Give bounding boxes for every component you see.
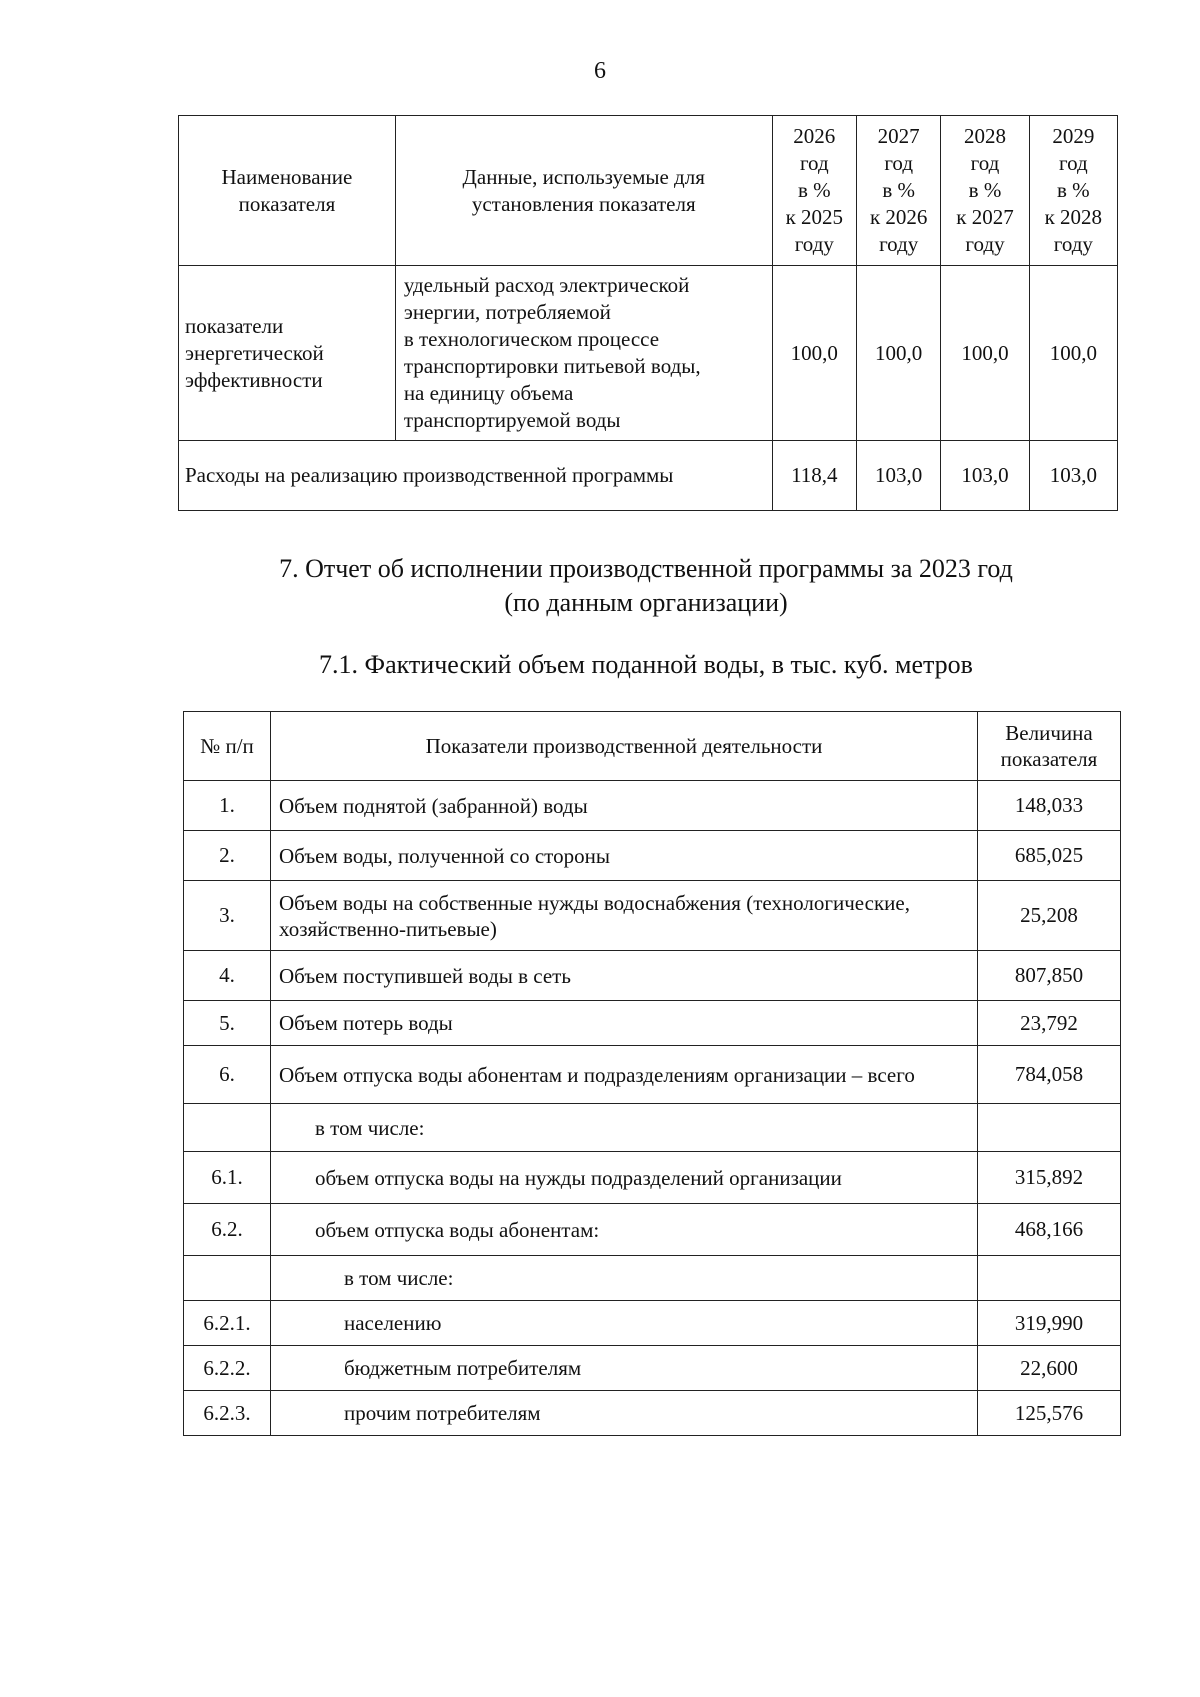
value-2028: 100,0 xyxy=(941,266,1029,441)
table-row xyxy=(184,1204,1121,1256)
header-year-l1: год xyxy=(884,151,913,175)
table-row xyxy=(184,1301,1121,1346)
row-value: 784,058 xyxy=(978,1046,1121,1104)
value-2026: 118,4 xyxy=(772,441,856,511)
row-indicator: в том числе: xyxy=(271,1256,978,1301)
data-line: энергии, потребляемой xyxy=(403,300,611,324)
section-subtitle: 7.1. Фактический объем поданной воды, в тыс. куб. метров xyxy=(319,650,973,679)
section-title-line1: 7. Отчет об исполнении производственной программы за 2023 год xyxy=(279,554,1013,583)
header-year-l1: год xyxy=(799,151,829,175)
table-row xyxy=(184,951,1121,1001)
header-data-text: Данные, используемые для установления показателя xyxy=(462,164,705,216)
row-indicator: Объем воды, полученной со стороны xyxy=(271,831,978,881)
row-num: 6.2.3. xyxy=(184,1391,271,1436)
header-year-2029 xyxy=(1029,116,1117,266)
row-num: 4. xyxy=(184,951,271,1001)
value-2028: 103,0 xyxy=(941,441,1029,511)
row-indicator: Объем потерь воды xyxy=(271,1001,978,1046)
header-value-l2: показателя xyxy=(1000,747,1098,771)
indicators-table xyxy=(178,115,1118,511)
row-value: 23,792 xyxy=(978,1001,1121,1046)
row-indicator: прочим потребителям xyxy=(271,1391,978,1436)
row-value: 807,850 xyxy=(978,951,1121,1001)
row-num: 6.2.1. xyxy=(184,1301,271,1346)
row-value: 319,990 xyxy=(978,1301,1121,1346)
row-value: 25,208 xyxy=(978,881,1121,951)
indicator-name-cell xyxy=(179,266,396,441)
row-value: 315,892 xyxy=(978,1152,1121,1204)
row-value xyxy=(978,1104,1121,1152)
indicator-name-line: энергетической xyxy=(185,340,324,365)
table-row xyxy=(179,266,1118,441)
data-line: на единицу объема xyxy=(403,381,574,405)
header-year-l3: к 2027 xyxy=(956,205,1014,229)
indicator-name-line: показатели xyxy=(185,313,284,338)
header-indicator-name-text: Наименование показателя xyxy=(221,164,353,216)
value-2026: 100,0 xyxy=(772,266,856,441)
row-indicator: Объем поднятой (забранной) воды xyxy=(271,781,978,831)
header-year-l3: к 2025 xyxy=(785,205,844,229)
header-year: 2027 xyxy=(877,124,920,148)
row-num: 3. xyxy=(184,881,271,951)
header-value-l1: Величина xyxy=(1005,721,1093,745)
header-year-2028 xyxy=(941,116,1029,266)
expenses-label: Расходы на реализацию производственной программы xyxy=(179,441,773,511)
table-header-row xyxy=(184,712,1121,781)
row-indicator: Объем воды на собственные нужды водоснабжения (технологические, хозяйственно-питьевые) xyxy=(271,881,978,951)
data-line: удельный расход электрической xyxy=(403,273,690,297)
value-2027: 100,0 xyxy=(856,266,940,441)
value-2029: 103,0 xyxy=(1029,441,1117,511)
header-year-l4: году xyxy=(1053,232,1093,256)
header-year-l4: году xyxy=(965,232,1005,256)
row-value xyxy=(978,1256,1121,1301)
row-num xyxy=(184,1256,271,1301)
water-volume-table xyxy=(183,711,1121,1436)
table-row xyxy=(184,1001,1121,1046)
row-value: 22,600 xyxy=(978,1346,1121,1391)
table-row xyxy=(184,1046,1121,1104)
header-year-l2: в % xyxy=(1056,178,1090,202)
header-indicator: Показатели производственной деятельности xyxy=(271,712,978,781)
header-year-l1: год xyxy=(970,151,1000,175)
header-value xyxy=(978,712,1121,781)
row-indicator: объем отпуска воды абонентам: xyxy=(271,1204,978,1256)
row-value: 468,166 xyxy=(978,1204,1121,1256)
row-indicator: Объем поступившей воды в сеть xyxy=(271,951,978,1001)
data-line: транспортировки питьевой воды, xyxy=(403,354,701,378)
header-num: № п/п xyxy=(184,712,271,781)
table-header-row xyxy=(179,116,1118,266)
row-num: 6.2. xyxy=(184,1204,271,1256)
data-line: в технологическом процессе xyxy=(403,327,660,351)
section-title xyxy=(0,552,1200,620)
row-value: 685,025 xyxy=(978,831,1121,881)
table-row xyxy=(179,441,1118,511)
row-value: 148,033 xyxy=(978,781,1121,831)
row-num: 6. xyxy=(184,1046,271,1104)
row-indicator: Объем отпуска воды абонентам и подразделениям организации – всего xyxy=(271,1046,978,1104)
indicator-name-line: эффективности xyxy=(185,367,323,392)
row-indicator: в том числе: xyxy=(271,1104,978,1152)
table-row xyxy=(184,1391,1121,1436)
header-year-2027 xyxy=(856,116,940,266)
row-num: 2. xyxy=(184,831,271,881)
header-year-l3: к 2026 xyxy=(869,205,928,229)
table-row xyxy=(184,1152,1121,1204)
header-year-2026 xyxy=(772,116,856,266)
row-indicator: населению xyxy=(271,1301,978,1346)
header-indicator-name xyxy=(179,116,396,266)
header-year: 2026 xyxy=(793,124,836,148)
header-year-l4: году xyxy=(794,232,834,256)
row-num: 6.1. xyxy=(184,1152,271,1204)
header-year-l2: в % xyxy=(797,178,831,202)
row-num xyxy=(184,1104,271,1152)
row-indicator: бюджетным потребителям xyxy=(271,1346,978,1391)
row-value: 125,576 xyxy=(978,1391,1121,1436)
row-indicator: объем отпуска воды на нужды подразделений организации xyxy=(271,1152,978,1204)
row-num: 1. xyxy=(184,781,271,831)
row-num: 6.2.2. xyxy=(184,1346,271,1391)
header-year-l2: в % xyxy=(882,178,915,202)
table-row xyxy=(184,781,1121,831)
header-year: 2028 xyxy=(963,124,1006,148)
indicator-data-cell xyxy=(395,266,772,441)
header-year-l4: году xyxy=(879,232,919,256)
value-2029: 100,0 xyxy=(1029,266,1117,441)
table-row xyxy=(184,831,1121,881)
header-data xyxy=(395,116,772,266)
section-title-line2: (по данным организации) xyxy=(504,588,788,617)
table-row xyxy=(184,1256,1121,1301)
header-year: 2029 xyxy=(1052,124,1095,148)
table-row xyxy=(184,1346,1121,1391)
data-line: транспортируемой воды xyxy=(403,408,621,432)
page-number: 6 xyxy=(594,58,606,84)
table-row xyxy=(184,881,1121,951)
header-year-l2: в % xyxy=(968,178,1002,202)
header-year-l3: к 2028 xyxy=(1044,205,1103,229)
value-2027: 103,0 xyxy=(856,441,940,511)
table-row xyxy=(184,1104,1121,1152)
header-year-l1: год xyxy=(1058,151,1088,175)
row-num: 5. xyxy=(184,1001,271,1046)
